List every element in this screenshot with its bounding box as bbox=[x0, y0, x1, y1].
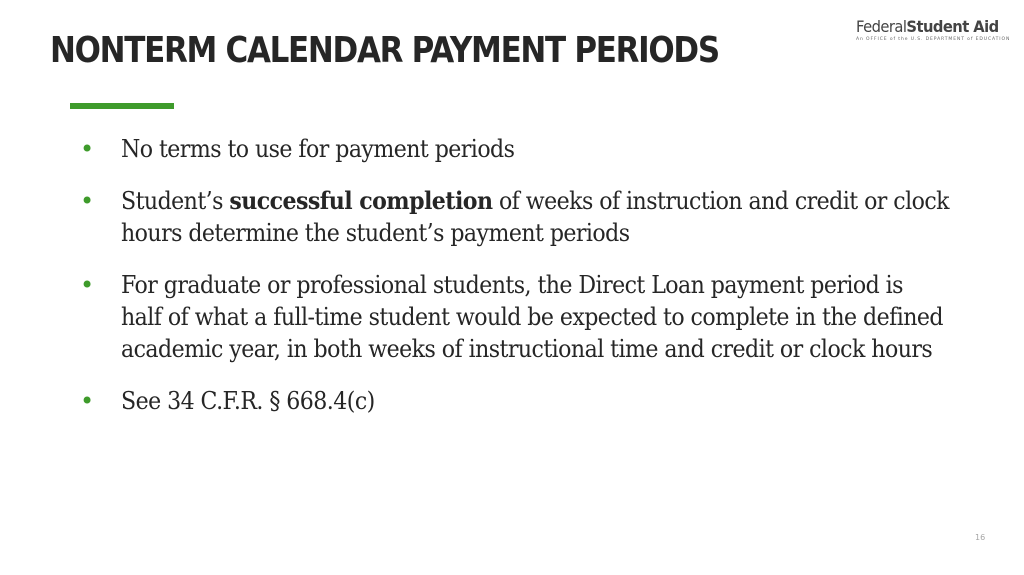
bullet-text-rest: of weeks of instruction and credit or clock hours determine the student’s payment periods bbox=[121, 187, 949, 247]
bullet-dot-icon: • bbox=[80, 135, 95, 163]
bullet-dot-icon: • bbox=[80, 387, 95, 415]
logo-word-student-aid: Student Aid bbox=[906, 17, 999, 36]
bullet-item bbox=[80, 385, 910, 417]
logo-word-federal: Federal bbox=[856, 17, 907, 36]
page-number: 16 bbox=[975, 533, 986, 542]
bullet-item bbox=[80, 133, 910, 165]
title-underline bbox=[70, 103, 174, 109]
bullet-text: For graduate or professional students, the Direct Loan payment period is half of what a full-time student would be expected to complete in the defined academic year, in both weeks of instructional time and credit or clock hours bbox=[121, 271, 944, 363]
federal-student-aid-logo bbox=[856, 17, 1011, 45]
bullet-item bbox=[80, 269, 944, 365]
bullet-text-lead: Student’s bbox=[121, 187, 230, 215]
logo-wordmark bbox=[856, 17, 999, 36]
bullet-text: See 34 C.F.R. § 668.4(c) bbox=[121, 387, 375, 415]
bullet-text: No terms to use for payment periods bbox=[121, 135, 515, 163]
bullet-list bbox=[80, 133, 949, 437]
slide-title: NONTERM CALENDAR PAYMENT PERIODS bbox=[50, 30, 719, 71]
bullet-item bbox=[80, 185, 949, 249]
bullet-dot-icon: • bbox=[80, 271, 95, 299]
logo-tagline: An OFFICE of the U.S. DEPARTMENT of EDUCATION bbox=[856, 37, 1011, 42]
bullet-text-emphasis: successful completion bbox=[229, 186, 493, 215]
bullet-dot-icon: • bbox=[80, 187, 95, 215]
bullet-text bbox=[121, 185, 949, 249]
